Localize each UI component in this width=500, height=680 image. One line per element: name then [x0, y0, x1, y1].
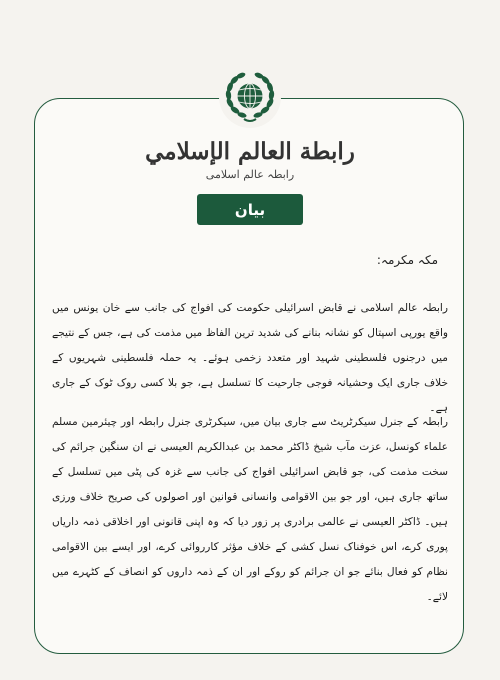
- statement-banner-label: بیان: [234, 200, 266, 219]
- org-name-urdu: رابطہ عالم اسلامی: [205, 168, 295, 181]
- org-name-arabic: رابطة العالم الإسلامي: [145, 138, 355, 165]
- statement-paragraph-2: رابطہ کے جنرل سیکرٹریٹ سے جاری بیان میں، سیکرٹری جنرل رابطہ اور چیئرمین مسلم علماء کونسل، عزت مآب شیخ ڈاکٹر محمد بن عبدالکریم العیسی نے ان سنگین جرائم کی سخت مذمت کی، جو قابض اسرائیلی افواج کی جانب سے غزہ کی پٹی میں تسلسل کے ساتھ جاری ہیں، اور جو بین الاقوامی وانسانی قوانین اور اصولوں کی صریح خلاف ورزی ہیں۔ ڈاکٹر العیسی نے عالمی برادری پر زور دیا کہ وہ اپنی قانونی اور اخلاقی ذمہ داریاں پوری کرے، اس خوفناک نسل کشی کے خلاف مؤثر کارروائی کرے، اور ایسے بین الاقوامی نظام کو فعال بنائے جو ان جرائم کو روکے اور ان کے ذمہ داروں کو انصاف کے کٹہرے میں لائے۔: [52, 416, 448, 603]
- statement-banner: [197, 194, 303, 225]
- emblem-svg: [222, 69, 278, 125]
- globe-wreath-emblem-icon: [219, 66, 281, 128]
- statement-paragraph-1: رابطہ عالم اسلامی نے قابض اسرائیلی حکومت کی افواج کی جانب سے خان یونس میں واقع یورپی اسپتال کو نشانہ بنانے کی شدید ترین الفاظ میں مذمت کی ہے، جس کے نتیجے میں درجنوں فلسطینی شہید اور متعدد زخمی ہوئے۔ یہ حملہ فلسطینی شہریوں کے خلاف جاری ایک وحشیانہ فوجی جارحیت کا تسلسل ہے، جو بلا کسی روک ٹوک کے جاری ہے۔: [52, 302, 448, 414]
- dateline-location: مکہ مکرمہ:: [376, 253, 438, 267]
